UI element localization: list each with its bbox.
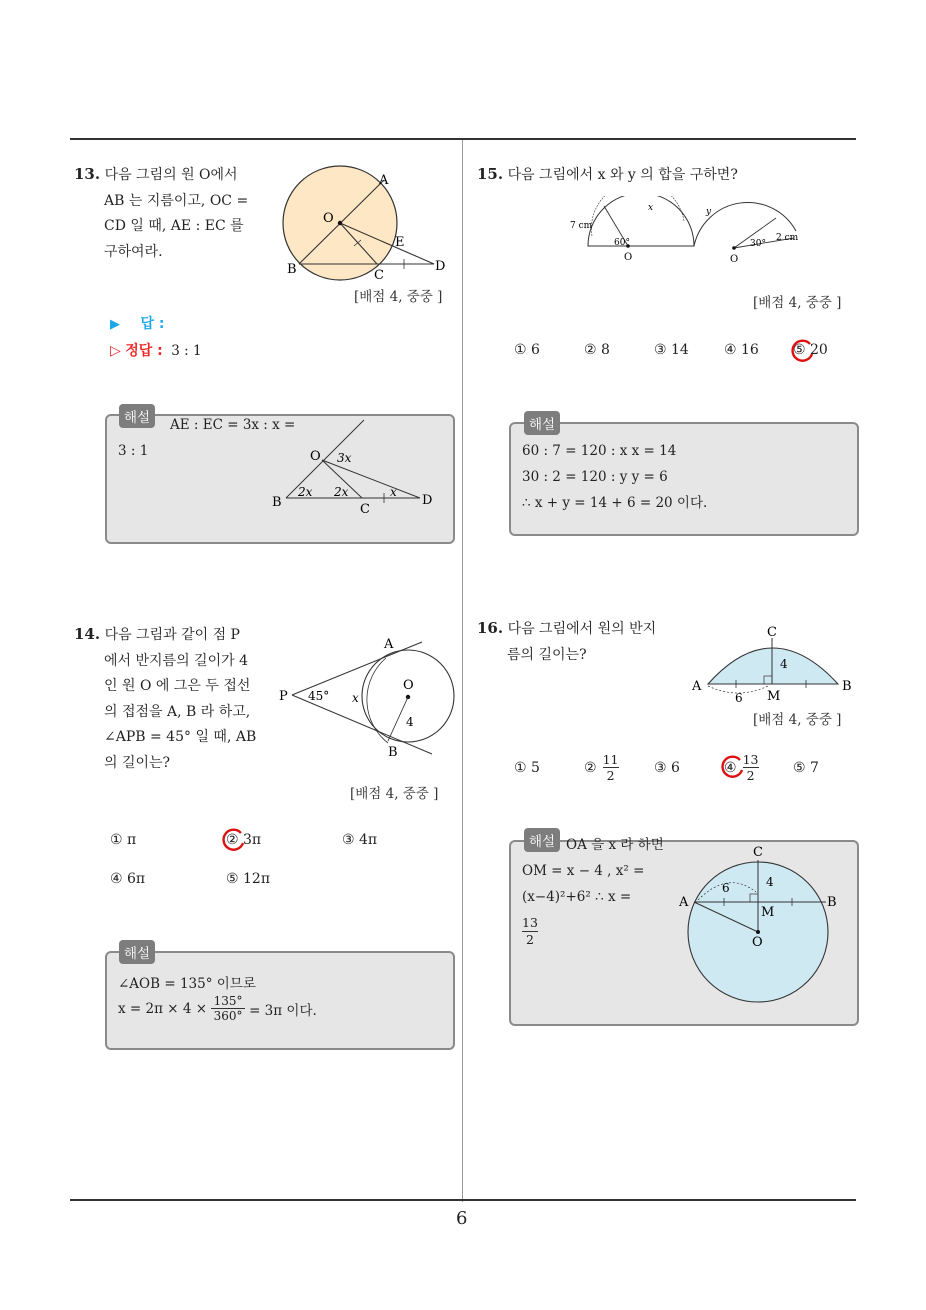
q16-solution-text: [522, 832, 664, 948]
q15-fig-7cm: 7 cm: [570, 221, 593, 231]
q13-sol-fig-B: B: [272, 495, 282, 510]
q16-option-2[interactable]: [584, 752, 619, 783]
q16-sol-line1: OA 을 x 라 하면: [566, 837, 664, 853]
q14-fig-angle: 45°: [308, 689, 330, 703]
q14-option-3[interactable]: ③ 4π: [342, 832, 378, 848]
q13-correct-value: 3 : 1: [171, 343, 202, 359]
q13-score: [배점 4, 중중 ]: [354, 289, 443, 305]
q16-fig-A: A: [692, 679, 702, 694]
q13-line2: AB 는 지름이고, OC =: [104, 192, 249, 209]
q13-fig-O: O: [323, 211, 334, 226]
q15-answer-mark-icon: [788, 338, 816, 366]
q14-score: [배점 4, 중중 ]: [350, 786, 439, 802]
q14-line5: ∠APB = 45° 일 때, AB: [104, 729, 257, 745]
q16-option-2-num: 11: [602, 752, 619, 767]
q14-line6: 의 길이는?: [104, 754, 171, 771]
q15-solution-tag: 해설: [524, 411, 560, 435]
q13-number: 13.: [74, 165, 101, 183]
q13-fig-A: A: [379, 173, 389, 188]
q13-sol-fig-2x-b: 2x: [334, 485, 349, 499]
q15-fig-O1: O: [624, 252, 633, 263]
q16-number: 16.: [477, 619, 504, 637]
q16-figure: [688, 620, 860, 706]
q14-line1: 다음 그림과 같이 점 P: [104, 627, 240, 643]
q14-fig-P: P: [279, 689, 288, 704]
q13-line3: CD 일 때, AE : EC 를: [104, 218, 244, 234]
q16-option-5[interactable]: ⑤ 7: [793, 760, 819, 776]
q13-sol-fig-2x-a: 2x: [298, 485, 313, 499]
q13-line1: 다음 그림의 원 O에서: [104, 167, 238, 183]
q13-correct-row: [110, 340, 202, 360]
q16-sol-fig-B: B: [827, 895, 837, 910]
q16-sol-line2: OM = x − 4 , x² =: [522, 863, 645, 879]
q16-sol-fig-h: 4: [766, 875, 774, 889]
page-number: 6: [456, 1208, 468, 1229]
q16-option-3[interactable]: ③ 6: [654, 760, 680, 776]
q16-sol-fig-M: M: [761, 905, 775, 920]
q16-answer-mark-icon: [718, 754, 746, 782]
q15-fig-y: y: [706, 207, 712, 217]
q13-sol-line1: AE : EC = 3x : x =: [170, 417, 296, 433]
q16-score: [배점 4, 중중 ]: [753, 712, 842, 728]
q13-correct-label: 정답 :: [125, 343, 163, 359]
q15-fig-30: 30°: [750, 239, 766, 249]
q13-fig-C: C: [374, 268, 384, 283]
q16-solution-tag: 해설: [524, 828, 560, 852]
q14-sol-frac-num: 135°: [213, 994, 243, 1008]
q16-line1: 다음 그림에서 원의 반지: [507, 621, 657, 637]
q15-sol-line1: 60 : 7 = 120 : x x = 14: [522, 443, 677, 459]
q15-fig-O2: O: [730, 254, 739, 265]
q16-sol-frac-den: 2: [526, 932, 534, 947]
q15-option-2[interactable]: ② 8: [584, 342, 610, 358]
q13-answer-row: [110, 313, 164, 333]
q16-sol-line3: (x−4)²+6² ∴ x =: [522, 889, 632, 905]
q16-fig-B: B: [842, 679, 852, 694]
q13-sol-line2: 3 : 1: [118, 443, 149, 459]
q13-sol-fig-C: C: [360, 502, 370, 517]
column-divider: [462, 140, 463, 1202]
q13-question: [74, 162, 274, 265]
q16-fig-h: 4: [780, 657, 788, 671]
q15-figure: [566, 196, 806, 266]
q16-option-4-mark: ④: [724, 759, 737, 776]
q14-solution-text: [118, 972, 317, 1023]
q14-fig-r: 4: [406, 715, 414, 729]
q16-line2: 름의 길이는?: [507, 646, 587, 663]
q15-option-3[interactable]: ③ 14: [654, 342, 689, 358]
q16-fig-C: C: [767, 625, 777, 640]
q15-number: 15.: [477, 165, 504, 183]
q16-sol-fig-O: O: [752, 935, 763, 950]
q16-solution-figure: [676, 840, 846, 1010]
q16-option-2-den: 2: [606, 768, 615, 783]
q15-option-5[interactable]: ⑤ 20: [793, 342, 828, 358]
q16-fig-m: 6: [735, 691, 743, 705]
q16-option-2-mark: ②: [584, 759, 597, 776]
q15-option-1[interactable]: ① 6: [514, 342, 540, 358]
q14-solution-tag: 해설: [119, 940, 155, 964]
q16-sol-fig-A: A: [679, 895, 689, 910]
q14-fig-B: B: [388, 745, 398, 758]
q14-answer-mark-icon: [219, 827, 247, 855]
q15-sol-line3: ∴ x + y = 14 + 6 = 20 이다.: [522, 495, 708, 511]
q14-sol-line1: ∠AOB = 135° 이므로: [118, 976, 256, 992]
q15-fig-x: x: [648, 203, 654, 213]
q14-option-1[interactable]: ① π: [110, 832, 137, 848]
q15-sol-line2: 30 : 2 = 120 : y y = 6: [522, 469, 668, 485]
q14-sol-frac-den: 360°: [213, 1009, 243, 1023]
top-rule: [70, 138, 856, 140]
correct-arrow-icon: ▷: [110, 343, 121, 359]
q15-question: [477, 162, 738, 189]
q13-sol-fig-O: O: [310, 449, 321, 464]
q14-number: 14.: [74, 625, 101, 643]
q14-fig-A: A: [384, 637, 394, 652]
q16-sol-frac-num: 13: [522, 915, 538, 930]
q14-line2: 에서 반지름의 길이가 4: [104, 652, 248, 669]
q16-sol-fig-m: 6: [722, 881, 730, 895]
q13-fig-E: E: [395, 235, 405, 250]
q15-line1: 다음 그림에서 x 와 y 의 합을 구하면?: [507, 167, 738, 183]
q15-solution-text: [522, 438, 707, 516]
q16-option-4-num: 13: [742, 752, 759, 767]
q13-fig-D: D: [435, 259, 446, 274]
q14-sol-line2b: = 3π 이다.: [249, 1002, 317, 1019]
q13-solution-figure: [266, 418, 446, 518]
q14-option-2[interactable]: ② 3π: [226, 832, 262, 848]
q15-fig-60: 60°: [614, 238, 630, 248]
q16-question: [477, 616, 677, 668]
q14-question: [74, 622, 274, 776]
q14-line3: 인 원 O 에 그은 두 접선: [104, 678, 251, 694]
bottom-rule: [70, 1199, 856, 1201]
q13-line4: 구하여라.: [104, 243, 163, 260]
q16-option-1[interactable]: ① 5: [514, 760, 540, 776]
q16-option-4-den: 2: [746, 768, 755, 783]
q13-sol-fig-D: D: [422, 493, 433, 508]
answer-arrow-icon: ▶: [110, 317, 120, 332]
q14-fig-x: x: [352, 691, 359, 705]
q15-score: [배점 4, 중중 ]: [753, 295, 842, 311]
q14-figure: [276, 628, 456, 758]
q14-line4: 의 접점을 A, B 라 하고,: [104, 703, 251, 720]
q14-option-4[interactable]: ④ 6π: [110, 871, 146, 887]
q13-sol-fig-x: x: [390, 485, 397, 499]
q13-figure: [276, 160, 456, 288]
q16-fig-M: M: [767, 689, 781, 704]
q15-fig-2cm: 2 cm: [776, 233, 799, 243]
q13-solution-tag: 해설: [119, 404, 155, 428]
q13-sol-fig-3x: 3x: [337, 451, 352, 465]
q14-option-5[interactable]: ⑤ 12π: [226, 871, 271, 887]
q13-answer-label: 답 :: [140, 316, 165, 332]
q14-fig-O: O: [403, 678, 414, 693]
q15-option-4[interactable]: ④ 16: [724, 342, 759, 358]
q13-fig-B: B: [287, 262, 297, 277]
q14-sol-line2a: x = 2π × 4 ×: [118, 1000, 208, 1017]
q16-sol-fig-C: C: [753, 845, 763, 860]
